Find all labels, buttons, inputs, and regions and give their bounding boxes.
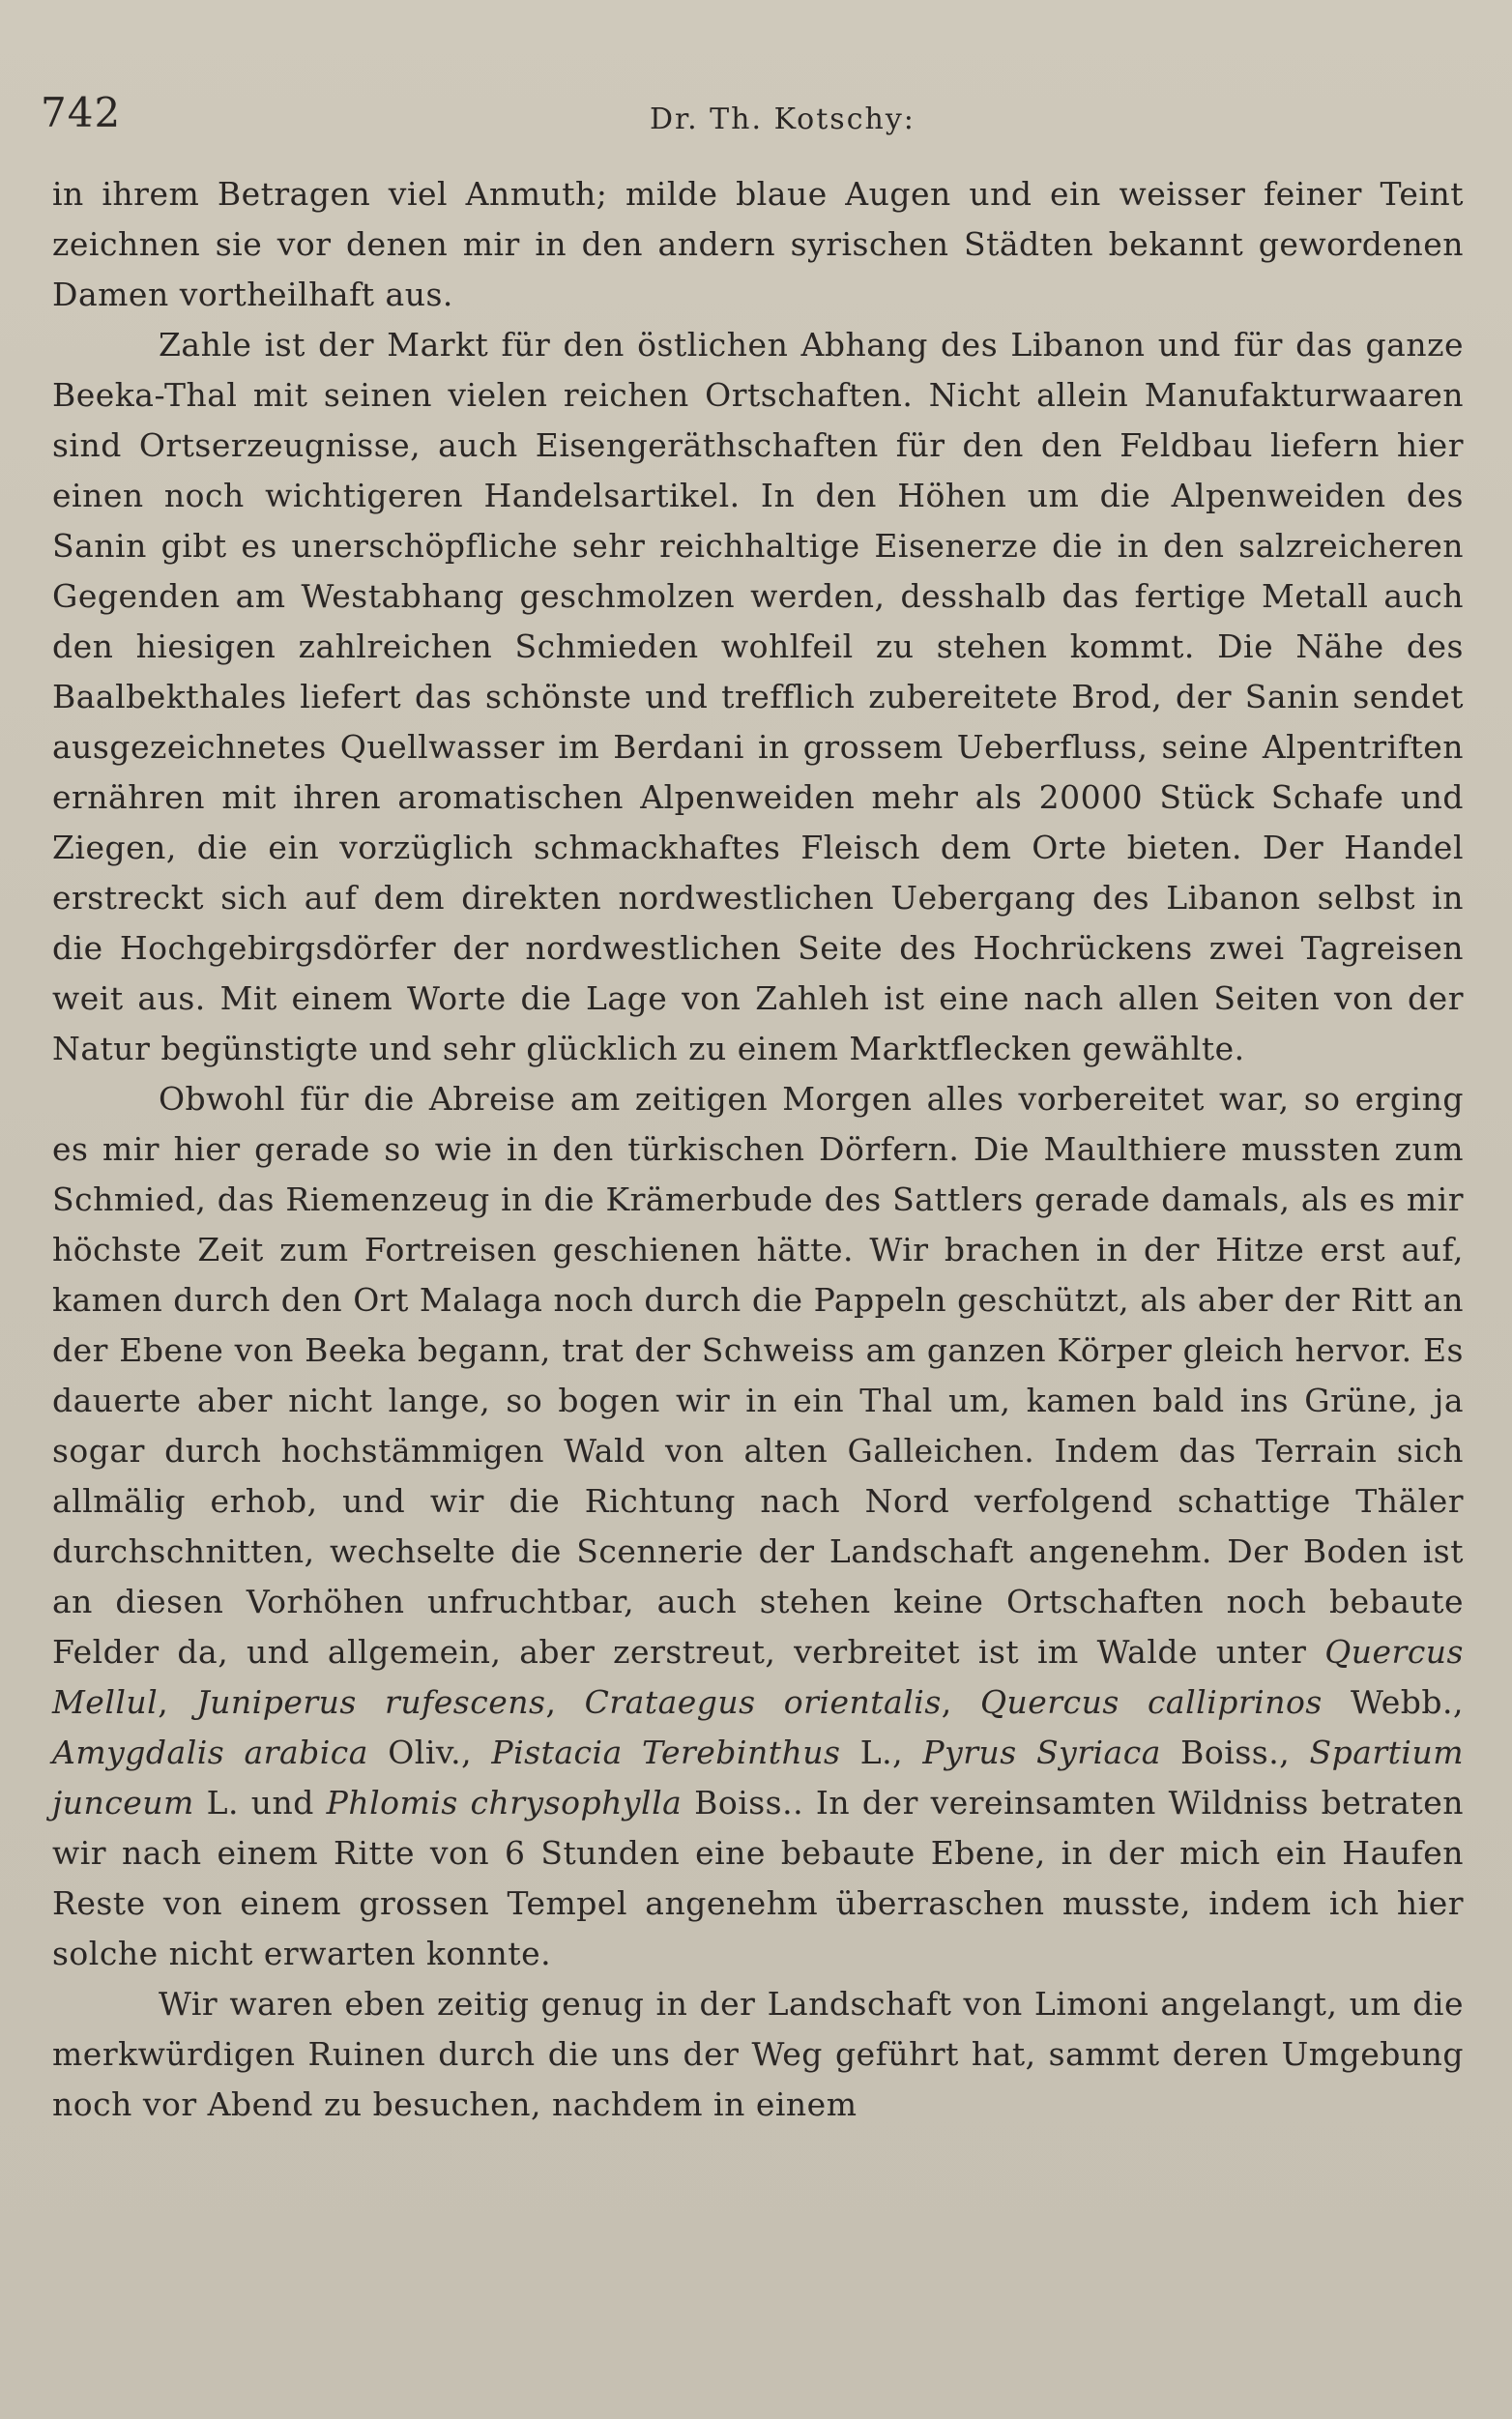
running-title: Dr. Th. Kotschy: [650, 102, 916, 136]
paragraph-4: Wir waren eben zeitig genug in der Landschaft von Limoni angelangt, um die merkwürdigen Ruinen durch die uns der Weg geführt hat, sammt deren Umgebung noch vor Abend zu besuchen, nachdem in einem [52, 1985, 1464, 2123]
body-text [52, 169, 1464, 2130]
species-name: Phlomis chrysophylla [326, 1784, 683, 1822]
page-header [41, 89, 1462, 147]
separator: , [545, 1683, 585, 1721]
separator: , [461, 1734, 492, 1771]
separator: , [1279, 1734, 1310, 1771]
separator: , [892, 1734, 923, 1771]
species-name: Amygdalis arabica [52, 1734, 368, 1771]
separator: , [158, 1683, 197, 1721]
separator: und [238, 1784, 327, 1822]
paragraph-3-intro: Obwohl für die Abreise am zeitigen Morgen alles vorbereitet war, so erging es mir hier gerade so wie in den türkischen Dörfern. Die Maulthiere mussten zum Schmied, das Riemenzeug in die Krämerbude des Sattlers gerade damals, als es mir höchste Zeit zum Fortreisen geschienen hätte. Wir brachen in der Hitze erst auf, kamen durch den Ort Malaga noch durch die Pappeln geschützt, als aber der Ritt an der Ebene von Beeka begann, trat der Schweiss am ganzen Körper gleich hervor. Es dauerte aber nicht lange, so bogen wir in ein Thal um, kamen bald ins Grüne, ja sogar durch hochstämmigen Wald von alten Galleichen. Indem das Terrain sich allmälig erhob, und wir die Richtung nach Nord verfolgend schattige Thäler durchschnitten, wechselte die Scennerie der Landschaft angenehm. Der Boden ist an diesen Vorhöhen unfruchtbar, auch stehen keine Ortschaften noch bebaute Felder da, und allgemein, aber zerstreut, verbreitet ist im Walde unter [52, 1080, 1464, 1671]
species-author: Boiss. [694, 1784, 794, 1822]
paragraph-1: in ihrem Betragen viel Anmuth; milde blaue Augen und ein weisser feiner Teint zeichnen sie vor denen mir in den andern syrischen Städten bekannt gewordenen Damen vortheilhaft aus. [52, 175, 1464, 313]
species-author: Boiss. [1180, 1734, 1280, 1771]
species-name: Quercus Mellul [52, 1633, 1464, 1721]
species-name: Quercus calliprinos [979, 1683, 1323, 1721]
paragraph-3-outro: . In der vereinsamten Wildniss betraten wir nach einem Ritte von 6 Stunden eine bebaute Ebene, in der mich ein Haufen Reste von einem grossen Tempel angenehm überraschen musste, indem ich hier solche nicht erwarten konnte. [52, 1784, 1464, 1972]
species-author: Oliv. [388, 1734, 462, 1771]
paragraph-2: Zahle ist der Markt für den östlichen Abhang des Libanon und für das ganze Beeka-Thal mit seinen vielen reichen Ortschaften. Nicht allein Manufakturwaaren sind Ortserzeugnisse, auch Eisengeräthschaften für den den Feldbau liefern hier einen noch wichtigeren Handelsartikel. In den Höhen um die Alpenweiden des Sanin gibt es unerschöpfliche sehr reichhaltige Eisenerze die in den salzreicheren Gegenden am Westabhang geschmolzen werden, desshalb das fertige Metall auch den hiesigen zahlreichen Schmieden wohlfeil zu stehen kommt. Die Nähe des Baalbekthales liefert das schönste und trefflich zubereitete Brod, der Sanin sendet ausgezeichnetes Quellwasser im Berdani in grossem Ueberfluss, seine Alpentriften ernähren mit ihren aromatischen Alpenweiden mehr als 20000 Stück Schafe und Ziegen, die ein vorzüglich schmackhaftes Fleisch dem Orte bieten. Der Handel erstreckt sich auf dem direkten nordwestlichen Uebergang des Libanon selbst in die Hochgebirgsdörfer der nordwestlichen Seite des Hochrückens zwei Tagreisen weit aus. Mit einem Worte die Lage von Zahleh ist eine nach allen Seiten von der Natur begünstigte und sehr glücklich zu einem Marktflecken gewählte. [52, 326, 1464, 1067]
species-author: Webb. [1350, 1683, 1453, 1721]
separator: , [1452, 1683, 1464, 1721]
page-number: 742 [41, 89, 122, 136]
species-name: Crataegus orientalis [584, 1683, 942, 1721]
species-name: Juniperus rufescens [196, 1683, 546, 1721]
species-author: L. [206, 1784, 239, 1822]
separator: , [941, 1683, 980, 1721]
paragraph-3 [52, 1074, 1464, 1979]
species-name: Spartium junceum [52, 1734, 1465, 1822]
species-name: Pistacia Terebinthus [491, 1734, 841, 1771]
species-name: Pyrus Syriaca [922, 1734, 1161, 1771]
species-author: L. [859, 1734, 893, 1771]
